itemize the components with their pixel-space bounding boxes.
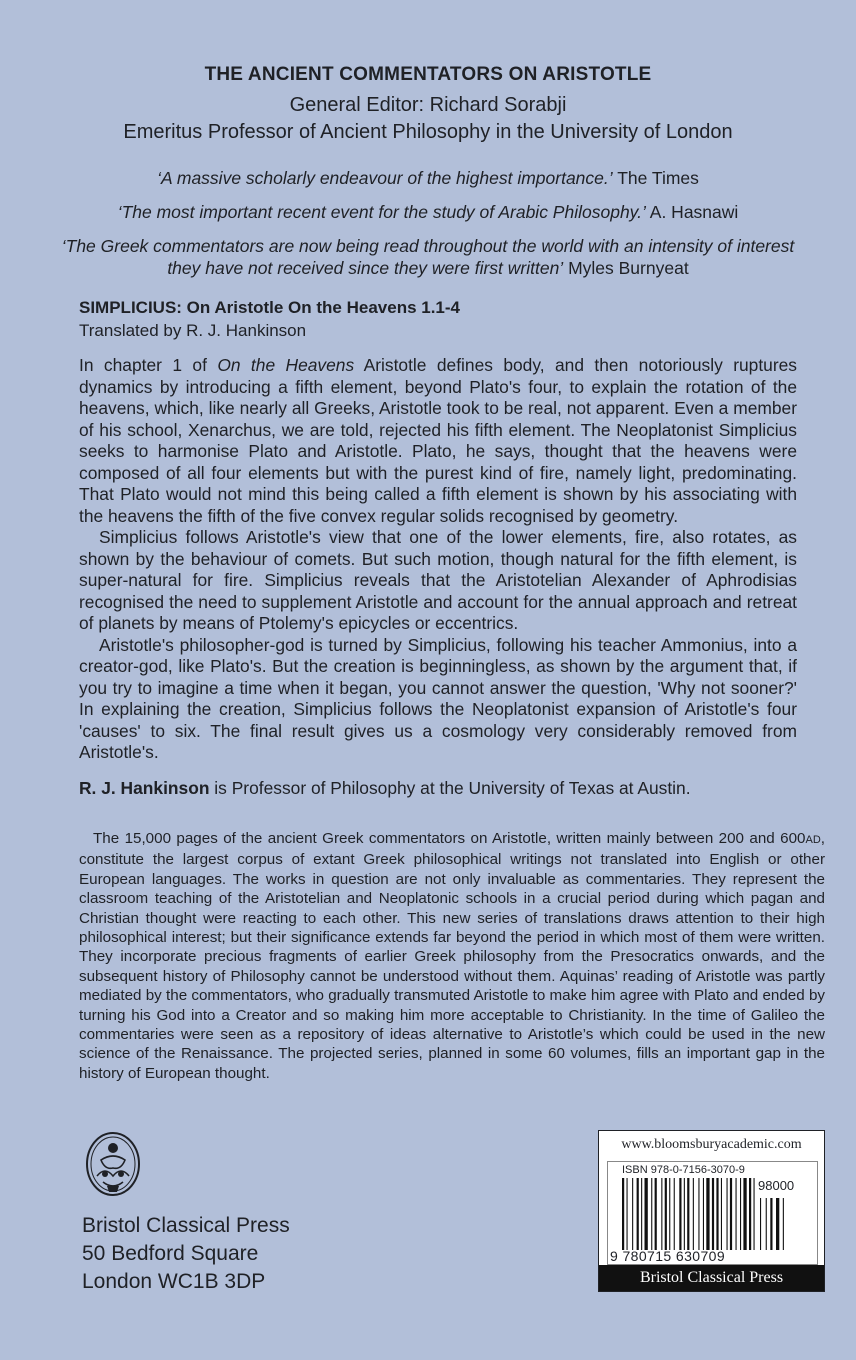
barcode-bar [622,1178,624,1250]
general-editor: General Editor: Richard Sorabji [289,94,567,116]
barcode-bar [706,1178,709,1250]
barcode-bar [651,1178,652,1250]
barcode-bar [721,1178,722,1250]
barcode-bar [716,1178,718,1250]
publisher-address [82,1212,290,1296]
quote-text: ‘A massive scholarly endeavour of the highest importance.’ [157,168,613,188]
barcode-bar [730,1178,732,1250]
barcode-bar [637,1178,639,1250]
barcode-bar [743,1178,746,1250]
barcode-panel [598,1130,825,1292]
address-line: London WC1B 3DP [82,1270,266,1293]
era-abbrev: AD [805,834,821,846]
series-description: The 15,000 pages of the ancient Greek commentators on Aristotle, written mainly between 200 and 600AD, constitute the largest corpus of extant Greek philosophical writings not translated into English or other European languages. The works in question are not only invaluable as commentaries. They represent the classroom teaching of the Aristotelian and Neoplatonic schools in a crucial period during which pagan and Christian thought were reacting to each other. This new series of translations draws attention to their high philosophical interest; but their significance extends far beyond the period in which most of them were written. They incorporate precious fragments of earlier Greek philosophy from the Presocratics onwards, and the subsequent history of Philosophy cannot be understood without them. Aquinas’ reading of Aristotle was partly mediated by the commentators, who gradually transmuted Aristotle to make him agree with Plato and ended by turning his God into a Creator and so making him more acceptable to Christianity. In the time of Galileo the commentaries were seen as a repository of ideas alternative to Aristotle’s which could be used in the new science of the Renaissance. The projected series, planned in some 60 volumes, fills an important gap in the history of European thought. [79,830,825,1082]
barcode-bar [698,1178,699,1250]
translator: Translated by R. J. Hankinson [79,321,307,340]
review-quote [60,201,796,223]
description-paragraph: Simplicius follows Aristotle's view that one of the lower elements, fire, also rotates, as shown by the behaviour of comets. But such motion, though natural for the fifth element, is super-natural for fire. Simplicius reveals that the Aristotelian Alexander of Aphrodisias recognised the need to supplement Aristotle and account for the annual approach and retreat of planets by means of Ptolemy's epicycles or eccentrics. [79,527,797,633]
barcode-bar [632,1178,633,1250]
barcode-bar [627,1178,628,1250]
author-bio: R. J. Hankinson is Professor of Philosophy at the University of Texas at Austin. [79,777,691,798]
barcode-bar [645,1178,648,1250]
barcode-bar [770,1198,772,1250]
barcode-bar [693,1178,694,1250]
barcode-bar [766,1198,767,1250]
barcode-bar [712,1178,714,1250]
review-quotes [60,167,796,291]
barcode-bar [679,1178,681,1250]
barcode-bar [783,1198,784,1250]
description-paragraph: Aristotle's philosopher-god is turned by Simplicius, following his teacher Ammonius, into a creator-god, like Plato's. But the creation is beginningless, as shown by the argument that, if you try to imagine a time when it began, you cannot answer the question, 'Why not sooner?' In explaining the creation, Simplicius follows the Neoplatonist expansion of Aristotle's four 'causes' to six. The final result gives us a cosmology very considerably removed from Aristotle's. [79,634,797,762]
series-header [0,64,856,146]
book-section [79,298,797,799]
barcode-bar [665,1178,667,1250]
barcode-bar [669,1178,670,1250]
quote-source: Myles Burnyeat [568,258,689,278]
barcode-bar [661,1178,662,1250]
quote-text: ‘The Greek commentators are now being read throughout the world with an intensity of interest they have not received since they were first written’ [61,236,795,278]
book-title: SIMPLICIUS: On Aristotle On the Heavens 1.1-4 [79,298,461,317]
author-name: R. J. Hankinson [79,777,210,798]
quote-text: ‘The most important recent event for the study of Arabic Philosophy.’ [117,202,646,222]
description-paragraph: In chapter 1 of On the Heavens Aristotle defines body, and then notoriously ruptures dynamics by introducing a fifth element, beyond Plato's four, to explain the rotation of the heavens, which, like nearly all Greeks, Aristotle took to be real, not apparent. Even a member of his school, Xenarchus, we are told, rejected his fifth element. The Neoplatonist Simplicius seeks to harmonise Plato and Aristotle. Plato, he says, thought that the heavens were composed of all four elements but with the purest kind of fire, namely light, predominating. That Plato would not mind this being called a fifth element is shown by his associating with the heavens the fifth of the five convex regular solids recognised by geometry. [79,355,797,526]
publisher-logo-icon [83,1130,143,1204]
barcode-bar [655,1178,657,1250]
quote-source: The Times [617,168,699,188]
barcode-bar [754,1178,755,1250]
barcode-bar [740,1178,741,1250]
series-title: THE ANCIENT COMMENTATORS ON ARISTOTLE [204,64,652,85]
barcode-bar [776,1198,779,1250]
review-quote [60,167,796,189]
publisher-name: Bristol Classical Press [82,1214,290,1237]
isbn-label: ISBN 978-0-7156-3070-9 [622,1164,745,1176]
barcode-bar [760,1198,761,1250]
barcode-bar [703,1178,704,1250]
review-quote [60,235,796,279]
barcode-bar [674,1178,675,1250]
barcode-bar [641,1178,642,1250]
barcode-bar [736,1178,737,1250]
address-line: 50 Bedford Square [82,1242,259,1265]
book-description [79,355,797,764]
barcode-bar [727,1178,728,1250]
barcode-bar [687,1178,689,1250]
imprint-label: Bristol Classical Press [599,1265,824,1291]
price-code: 98000 [758,1178,795,1193]
publisher-url: www.bloomsburyacademic.com [621,1137,802,1152]
work-title: On the Heavens [217,355,355,375]
barcode-bar [684,1178,685,1250]
editor-role: Emeritus Professor of Ancient Philosophy in the University of London [123,121,733,143]
barcode-area [607,1161,818,1265]
quote-source: A. Hasnawi [649,202,739,222]
isbn-digits: 9 780715 630709 [610,1248,725,1264]
barcode-bar [749,1178,751,1250]
